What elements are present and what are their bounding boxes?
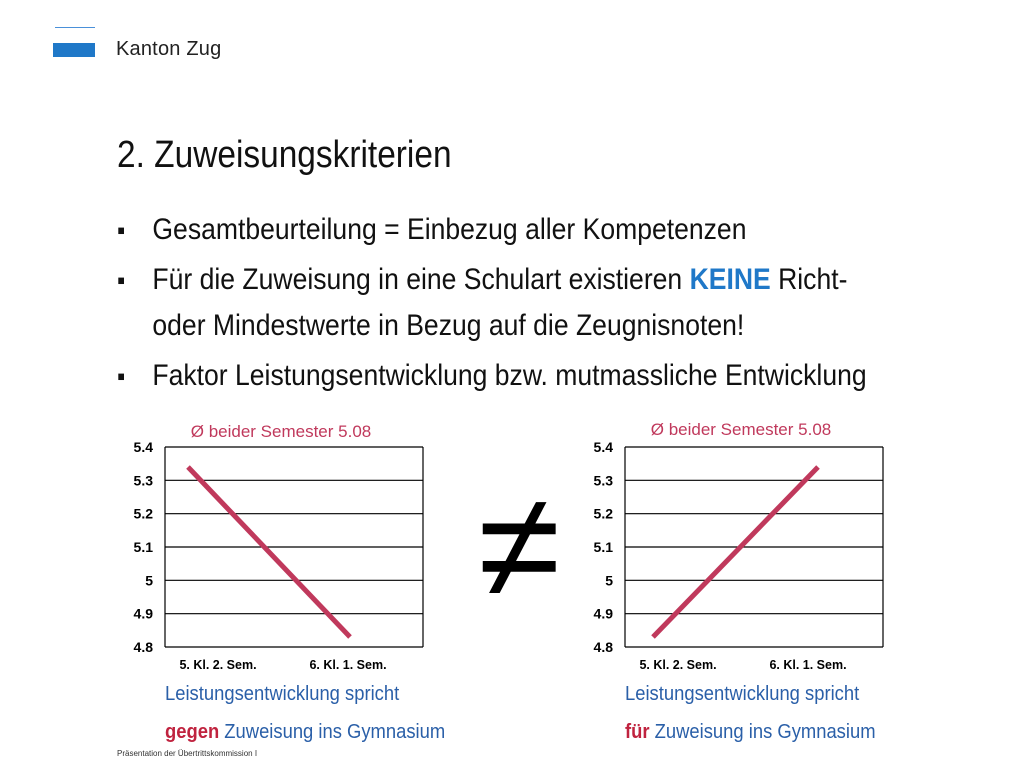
right-xtick-label: 6. Kl. 1. Sem. (769, 658, 847, 672)
bullet-text-before: Für die Zuweisung in eine Schulart existieren (152, 263, 690, 296)
left-ytick-label: 4.8 (133, 639, 153, 655)
caption-right-emphasis: für (625, 721, 650, 743)
left-series-line (188, 467, 350, 637)
bullet-text-after: Richt- (770, 263, 848, 296)
right-xtick-label: 5. Kl. 2. Sem. (639, 658, 717, 672)
caption-left-line1: Leistungsentwicklung spricht (165, 683, 400, 705)
keine-highlight: KEINE (689, 263, 771, 296)
right-ytick-label: 5 (605, 572, 613, 589)
bullet-text: Gesamtbeurteilung = Einbezug aller Kompetenzen (152, 213, 747, 246)
left-ytick-label: 5 (145, 572, 153, 589)
left-ytick-label: 5.4 (133, 439, 153, 455)
slide-title: 2. Zuweisungskriterien (117, 134, 452, 176)
right-ytick-label: 5.4 (593, 439, 613, 455)
left-ytick-label: 4.9 (133, 605, 153, 622)
right-series-line (653, 467, 818, 637)
right-ytick-label: 4.8 (593, 639, 613, 655)
caption-right-rest: Zuweisung ins Gymnasium (649, 721, 876, 743)
left-ytick-label: 5.2 (133, 505, 153, 522)
right-ytick-label: 5.2 (593, 505, 613, 522)
caption-right-line1: Leistungsentwicklung spricht (625, 683, 860, 705)
bullet-continuation: oder Mindestwerte in Bezug auf die Zeugnisnoten! (152, 309, 745, 342)
bullet-text: Faktor Leistungsentwicklung bzw. mutmassliche Entwicklung (152, 359, 867, 392)
right-ytick-label: 4.9 (593, 605, 613, 622)
footer-text: Präsentation der Übertrittskommission I (117, 749, 258, 758)
right-chart-title: Ø beider Semester 5.08 (650, 420, 832, 439)
left-chart-title: Ø beider Semester 5.08 (190, 422, 372, 441)
bullet-square-icon: ▪ (117, 265, 126, 295)
right-ytick-label: 5.1 (593, 539, 613, 555)
caption-left-rest: Zuweisung ins Gymnasium (219, 721, 446, 743)
bullet-square-icon: ▪ (117, 361, 126, 391)
bullet-square-icon: ▪ (117, 215, 126, 245)
not-equal-icon: ≠ (478, 461, 561, 629)
left-ytick-label: 5.1 (133, 539, 153, 555)
caption-right-line2 (625, 721, 876, 744)
left-ytick-label: 5.3 (133, 472, 153, 489)
caption-left-emphasis: gegen (165, 721, 220, 743)
caption-left-line2 (165, 721, 445, 744)
left-xtick-label: 6. Kl. 1. Sem. (309, 658, 387, 672)
logo-text: Kanton Zug (116, 38, 222, 60)
right-ytick-label: 5.3 (593, 472, 613, 489)
left-xtick-label: 5. Kl. 2. Sem. (179, 658, 257, 672)
